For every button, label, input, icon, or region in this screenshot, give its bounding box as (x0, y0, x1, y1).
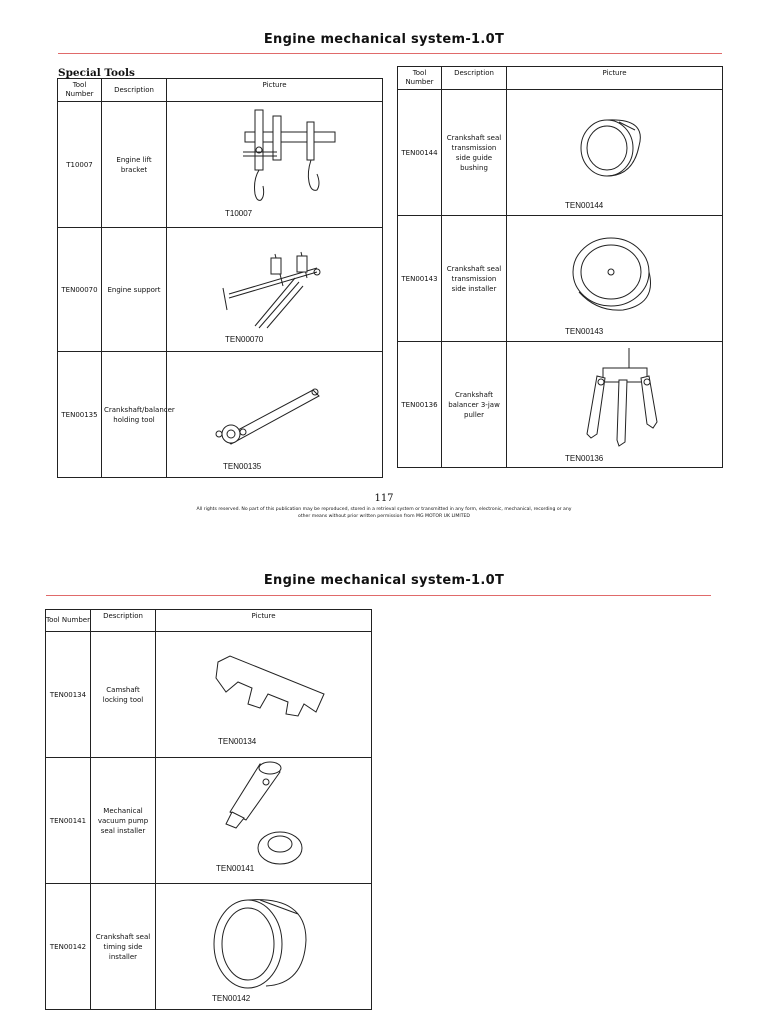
tool-caption: T10007 (225, 209, 253, 218)
jaw-puller-icon (507, 342, 721, 466)
holding-tool-icon (167, 352, 381, 476)
header-rule (46, 595, 711, 596)
copyright-line: other means without prior written permission from MG MOTOR UK LIMITED (298, 514, 470, 519)
tool-picture-cell (156, 758, 372, 884)
engine-support-icon (167, 228, 381, 350)
special-tools-table (45, 609, 372, 1010)
tool-caption: TEN00143 (565, 327, 604, 336)
camshaft-lock-icon (156, 632, 370, 756)
table-row (58, 102, 383, 228)
tool-number: TEN00070 (58, 228, 102, 352)
col-header-tool-number: Tool Number (58, 79, 102, 102)
vacuum-pump-installer-icon (156, 758, 370, 882)
tool-caption: TEN00144 (565, 201, 604, 210)
tool-picture-cell (167, 228, 383, 352)
timing-side-installer-icon (156, 884, 370, 1008)
tool-caption: TEN00070 (225, 335, 264, 344)
tool-description: Crankshaft seal transmission side guide bushing (442, 90, 507, 216)
table-row (46, 632, 372, 758)
tool-number: TEN00142 (46, 884, 91, 1010)
table-row (46, 758, 372, 884)
lift-bracket-icon (167, 102, 381, 226)
col-header-description: Description (442, 67, 507, 90)
tool-picture-cell (507, 90, 723, 216)
table-row (58, 352, 383, 478)
tool-caption: TEN00142 (212, 994, 251, 1003)
guide-bushing-icon (507, 90, 721, 214)
col-header-description: Description (91, 610, 156, 632)
tool-picture-cell (156, 632, 372, 758)
section-title: Special Tools (58, 67, 135, 79)
col-header-description: Description (102, 79, 167, 102)
tool-description: Engine support (102, 228, 167, 352)
tool-picture-cell (156, 884, 372, 1010)
tool-description: Camshaft locking tool (91, 632, 156, 758)
table-row (398, 90, 723, 216)
tool-number: TEN00143 (398, 216, 442, 342)
page-header: Engine mechanical system-1.0T (263, 32, 505, 47)
tool-picture-cell (167, 352, 383, 478)
table-row (58, 228, 383, 352)
seal-installer-icon (507, 216, 721, 340)
tool-description: Crankshaft/balancer holding tool (102, 352, 167, 478)
tool-description: Crankshaft seal transmission side installer (442, 216, 507, 342)
table-row (398, 216, 723, 342)
tool-picture-cell (507, 342, 723, 468)
special-tools-table-left (57, 78, 383, 478)
copyright-line: All rights reserved. No part of this publication may be reproduced, stored in a retrieval system or transmitted in any form, electronic, mechanical, recording or any (196, 507, 572, 512)
col-header-picture: Picture (156, 610, 372, 632)
tool-number: TEN00141 (46, 758, 91, 884)
tool-number: TEN00134 (46, 632, 91, 758)
tool-description: Mechanical vacuum pump seal installer (91, 758, 156, 884)
special-tools-table-right (397, 66, 723, 468)
tool-caption: TEN00136 (565, 454, 604, 463)
col-header-picture: Picture (167, 79, 383, 102)
tool-caption: TEN00135 (223, 462, 262, 471)
tool-description: Crankshaft balancer 3-jaw puller (442, 342, 507, 468)
header-rule (58, 53, 722, 54)
tool-caption: TEN00141 (216, 864, 255, 873)
page-header: Engine mechanical system-1.0T (263, 573, 505, 588)
tool-description: Crankshaft seal timing side installer (91, 884, 156, 1010)
table-row (398, 342, 723, 468)
tool-caption: TEN00134 (218, 737, 257, 746)
col-header-picture: Picture (507, 67, 723, 90)
col-header-tool-number: Tool Number (46, 610, 91, 632)
tool-number: TEN00135 (58, 352, 102, 478)
col-header-tool-number: Tool Number (398, 67, 442, 90)
tool-number: TEN00136 (398, 342, 442, 468)
table-row (46, 884, 372, 1010)
copyright-notice (120, 506, 648, 520)
tool-picture-cell (167, 102, 383, 228)
tool-number: T10007 (58, 102, 102, 228)
tool-number: TEN00144 (398, 90, 442, 216)
tool-picture-cell (507, 216, 723, 342)
page-number: 117 (374, 493, 394, 504)
tool-description: Engine lift bracket (102, 102, 167, 228)
